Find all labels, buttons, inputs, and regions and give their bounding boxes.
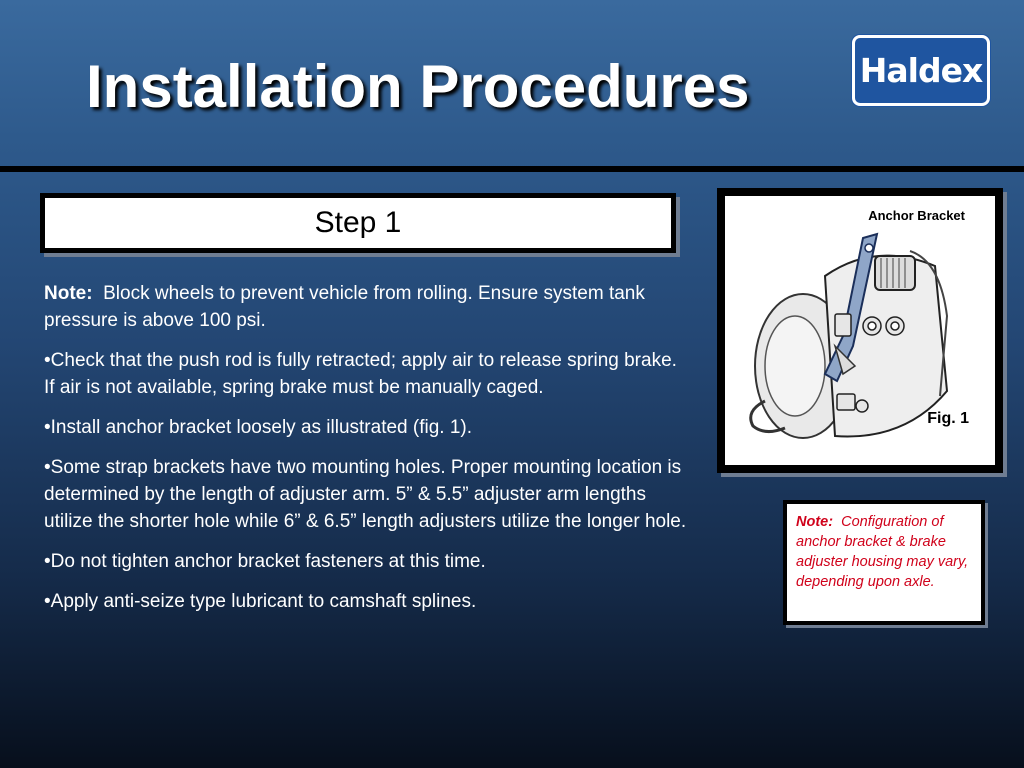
note-paragraph (44, 280, 689, 334)
figure-inner (725, 196, 995, 465)
bullet-anti-seize: •Apply anti-seize type lubricant to camshaft splines. (44, 591, 477, 612)
note-text: Block wheels to prevent vehicle from rolling. Ensure system tank pressure is above 100 psi. (44, 283, 645, 331)
step-label: Step 1 (314, 206, 402, 239)
title-divider (0, 166, 1024, 172)
side-note-inner (787, 504, 981, 621)
bullet-do-not-tighten: •Do not tighten anchor bracket fasteners at this time. (44, 551, 486, 572)
instructions-body (44, 280, 689, 628)
figure-caption: Fig. 1 (927, 410, 969, 427)
figure-frame (717, 188, 1003, 473)
bullet-push-rod: •Check that the push rod is fully retracted; apply air to release spring brake. If air is not available, spring brake must be manually caged. (44, 350, 677, 398)
side-note-text: Configuration of anchor bracket & brake adjuster housing may vary, depending upon axle. (796, 514, 969, 590)
note-label: Note: (44, 283, 93, 304)
bullet-strap-brackets: •Some strap brackets have two mounting holes. Proper mounting location is determined by the length of adjuster arm. 5” & 5.5” adjuster arm lengths utilize the shorter hole while 6” & 6.5” length adjusters utilize the longer hole. (44, 457, 687, 532)
step-header-box (40, 193, 676, 253)
side-note-box (783, 500, 985, 625)
anchor-bracket-label: Anchor Bracket (868, 208, 965, 223)
logo-text: Haldex (859, 51, 983, 90)
side-note-label: Note: (796, 514, 834, 530)
haldex-logo (852, 35, 990, 106)
step-header-inner (45, 198, 671, 248)
bullet-install-bracket: •Install anchor bracket loosely as illustrated (fig. 1). (44, 417, 473, 438)
slide-title: Installation Procedures (86, 53, 750, 120)
